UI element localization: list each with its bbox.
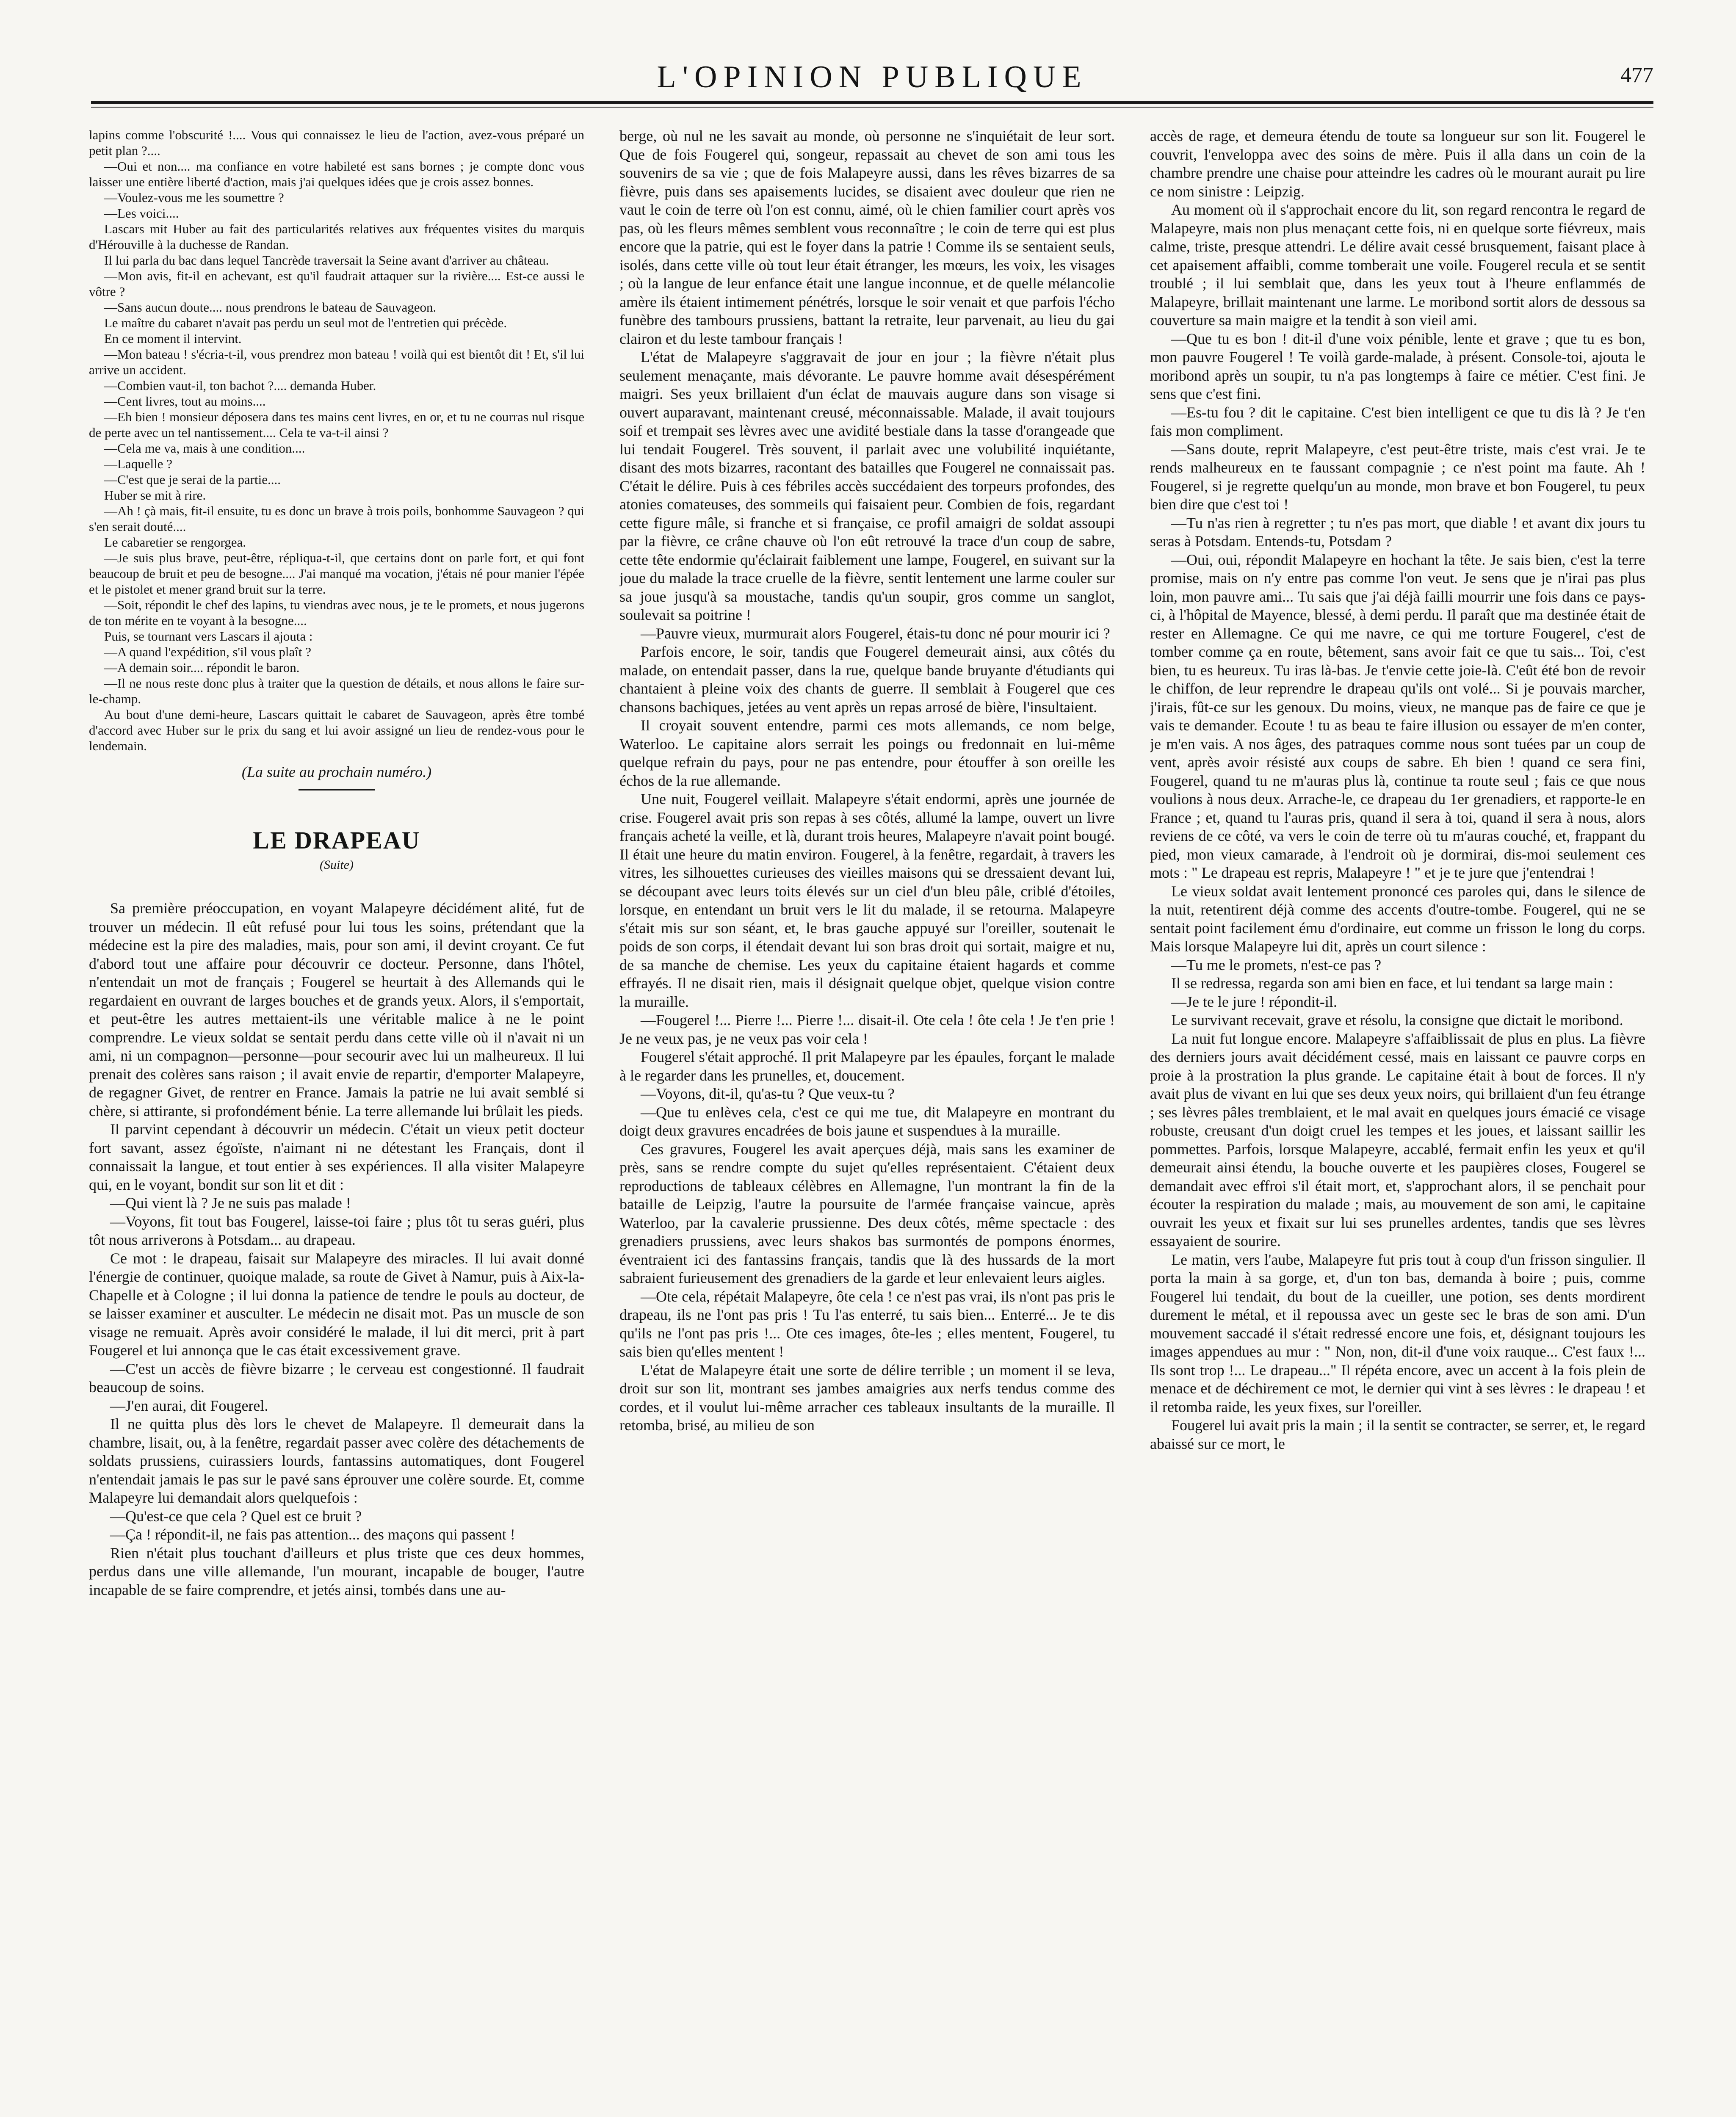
column-3 xyxy=(1150,127,1645,2117)
paragraph: —Qui vient là ? Je ne suis pas malade ! xyxy=(110,1194,351,1211)
serial-continuation xyxy=(89,127,584,754)
paragraph: —A quand l'expédition, s'il vous plaît ? xyxy=(104,644,312,659)
paragraph: —Mon bateau ! s'écria-t-il, vous prendrez mon bateau ! voilà qui est bientôt dit ! Et, s'il lui arrive un accident. xyxy=(89,347,584,377)
paragraph: L'état de Malapeyre s'aggravait de jour en jour ; la fièvre n'était plus seulement menaçante, mais dévorante. Le pauvre homme avait désespérément maigri. Ses yeux brillaient d'un éclat de mauvais augure dans son visage si ouvert auparavant, maintenant creusé, méconnaissable. Malade, il avait toujours soif et trempait ses lèvres avec une avidité bestiale dans la tasse d'orangeade que lui tendait Fougerel. Très souvent, il parlait avec une volubilité inquiétante, disant des mots bizarres, racontant des batailles que Fougerel ne connaissait pas. C'était le délire. Puis à ces fébriles accès succédaient des torpeurs profondes, des atonies comateuses, des sommeils qui faisaient peur. Combien de fois, regardant cette figure mâle, si franche et si française, ce profil amaigri de soldat assoupi par la fièvre, ce crâne chauve où l'on eût retrouvé la trace d'un coup de sabre, cette tête endormie qu'éclairait faiblement une lampe, Fougerel, en suivant sur la joue du malade la trace cruelle de la fièvre, sentit lentement une larme couler sur sa joue jusqu'à sa moustache, tandis qu'un soupir, gros comme un sanglot, soulevait sa poitrine ! xyxy=(619,348,1115,623)
paragraph: Le survivant recevait, grave et résolu, la consigne que dictait le moribond. xyxy=(1171,1012,1623,1028)
paragraph: —J'en aurai, dit Fougerel. xyxy=(110,1397,268,1414)
column-1 xyxy=(89,127,584,2117)
newspaper-title: L'OPINION PUBLIQUE xyxy=(657,60,1088,94)
column-2 xyxy=(619,127,1115,2117)
paragraph: En ce moment il intervint. xyxy=(104,331,242,346)
paragraph: —Cela me va, mais à une condition.... xyxy=(104,441,305,456)
paragraph: Au bout d'une demi-heure, Lascars quittait le cabaret de Sauvageon, après être tombé d'accord avec Huber sur le prix du sang et lui avoir assigné un lieu de rendez-vous pour le lendemain. xyxy=(89,707,584,753)
paragraph: Le matin, vers l'aube, Malapeyre fut pris tout à coup d'un frisson singulier. Il porta la main à sa gorge, et, d'un ton bas, demanda à boire ; puis, comme Fougerel lui tendait, du bout de la cueiller, une potion, ses dents mordirent durement le métal, et il repoussa avec un geste sec le bras de son ami. D'un mouvement saccadé il s'était redressé encore une fois, et, désignant toujours les images appendues au mur : " Non, non, dit-il d'une voix rauque... C'est faux !... Ils sont trop !... Le drapeau..." Il répéta encore, avec un accent à la fois plein de menace et de déchirement ce mot, le dernier qui vint à ses lèvres : le drapeau ! et il retomba raide, les yeux fixes, sur l'oreiller. xyxy=(1150,1251,1645,1415)
paragraph: —Combien vaut-il, ton bachot ?.... demanda Huber. xyxy=(104,378,376,393)
paragraph: —Mon avis, fit-il en achevant, est qu'il faudrait attaquer sur la rivière.... Est-ce aussi le vôtre ? xyxy=(89,268,584,299)
paragraph: —Oui et non.... ma confiance en votre habileté est sans bornes ; je compte donc vous laisser une entière liberté d'action, mais j'ai quelques idées que je crois assez bonnes. xyxy=(89,159,584,189)
paragraph: —Voulez-vous me les soumettre ? xyxy=(104,190,284,205)
paragraph: —Fougerel !... Pierre !... Pierre !... disait-il. Ote cela ! ôte cela ! Je t'en prie ! Je ne veux pas, je ne veux pas voir cela ! xyxy=(619,1012,1115,1047)
paragraph: Il ne quitta plus dès lors le chevet de Malapeyre. Il demeurait dans la chambre, lisait, ou, à la fenêtre, regardait passer avec colère des détachements de soldats prussiens, cuirassiers lourds, fantassins automatiques, dont Fougerel n'entendait jamais le pas sur le pavé sans éprouver une colère sourde. Et, comme Malapeyre lui demandait alors quelquefois : xyxy=(89,1415,584,1506)
page-number: 477 xyxy=(1620,63,1653,87)
paragraph: —Soit, répondit le chef des lapins, tu viendras avec nous, je te le promets, et nous jugerons de ton mérite en te voyant à la besogne.... xyxy=(89,597,584,628)
paragraph: —Tu n'as rien à regretter ; tu n'es pas mort, que diable ! et avant dix jours tu seras à Potsdam. Entends-tu, Potsdam ? xyxy=(1150,514,1645,550)
paragraph: —Que tu es bon ! dit-il d'une voix pénible, lente et grave ; que tu es bon, mon pauvre Fougerel ! Te voilà garde-malade, à présent. Console-toi, ajouta le moribond après un soupir, tu n'a pas longtemps à faire ce métier. C'est fini. Je sens que c'est fini. xyxy=(1150,330,1645,402)
article-title: LE DRAPEAU xyxy=(253,826,420,854)
paragraph: Il se redressa, regarda son ami bien en face, et lui tendant sa large main : xyxy=(1171,975,1613,992)
paragraph: Il lui parla du bac dans lequel Tancrède traversait la Seine avant d'arriver au château. xyxy=(104,253,549,268)
paragraph: —Les voici.... xyxy=(104,206,179,221)
paragraph: Une nuit, Fougerel veillait. Malapeyre s'était endormi, après une journée de crise. Fougerel avait pris son repas à ses côtés, allumé la lampe, ouvert un livre français acheté la veille, et là, durant trois heures, Malapeyre n'avait point bougé. Il était une heure du matin environ. Fougerel, à la fenêtre, regardait, à travers les vitres, les silhouettes curieuses des vieilles maisons qui se dressaient devant lui, se découpant avec leurs toits élevés sur un ciel d'un bleu pâle, criblé d'étoiles, lorsque, en entendant un bruit vers le lit du malade, il se retourna. Malapeyre s'était mis sur son séant, et, le bras gauche appuyé sur l'oreiller, soutenait le poids de son corps, il étendait devant lui son bras droit qui sortait, maigre et nu, de sa manche de chemise. Les yeux du capitaine étaient hagards et comme effrayés. Il ne disait rien, mais il désignait quelque objet, quelque vision contre la muraille. xyxy=(619,790,1115,1010)
paragraph: Le cabaretier se rengorgea. xyxy=(104,535,246,550)
paragraph: —Oui, oui, répondit Malapeyre en hochant la tête. Je sais bien, c'est la terre promise, mais on n'y entre pas comme l'on veut. Je sens que je n'irai pas plus loin, mon pauvre ami... Tu sais que j'ai déjà failli mourrir une fois dans ce pays-ci, à l'hôpital de Mayence, blessé, à demi perdu. Il paraît que ma destinée était de rester en Allemagne. Ce qui me navre, ce qui me torture Fougerel, c'est de tomber comme ça en route, bêtement, sans avoir fait ce que tu sais... Toi, c'est bien, tu es heureux. Tu iras là-bas. Je t'envie cette joie-là. C'eût été bon de revoir le chiffon, de leur reprendre le drapeau qu'ils ont volé... Si je pouvais marcher, j'irais, fût-ce sur les genoux. Du moins, vieux, ne manque pas de faire ce que je vais te demander. Ecoute ! tu as beau te faire illusion ou essayer de m'en conter, je m'en vais. A nos âges, des patraques comme nous sont tuées par un coup de vent, après avoir résisté aux coups de sabre. Eh bien ! quand ce sera fini, Fougerel, quand tu ne m'auras plus là, continue ta route seul ; fais ce que nous voulions à nous deux. Arrache-le, ce drapeau du 1er grenadiers, et rapporte-le en France ; et, quand tu l'auras pris, quand il sera à toi, quand il sera à nous, alors reviens de ce côté, va vers le coin de terre où tu m'auras couché, et, frappant du pied, mon vieux camarade, à l'endroit où je dormirai, dis-moi seulement ces mots : " Le drapeau est repris, Malapeyre ! " et je te jure que j'entendrai ! xyxy=(1150,551,1645,881)
paragraph: —Sans aucun doute.... nous prendrons le bateau de Sauvageon. xyxy=(104,300,437,315)
paragraph: —A demain soir.... répondit le baron. xyxy=(104,660,300,675)
article-subtitle: (Suite) xyxy=(320,857,354,872)
paragraph: —Voyons, fit tout bas Fougerel, laisse-toi faire ; plus tôt tu seras guéri, plus tôt nous arriverons à Potsdam... au drapeau. xyxy=(89,1213,584,1248)
section-divider xyxy=(299,789,375,790)
header-rule-thin xyxy=(91,107,1653,108)
paragraph: Ce mot : le drapeau, faisait sur Malapeyre des miracles. Il lui avait donné l'énergie de continuer, quoique malade, sa route de Givet à Namur, puis à Aix-la-Chapelle et à Cologne ; il lui donna la patience de tendre le pouls au docteur, de se laisser examiner et ausculter. Le médecin ne disait mot. Pas un muscle de son visage ne remuait. Après avoir considéré le malade, il lui dit merci, prit à part Fougerel et lui annonça que le cas était excessivement grave. xyxy=(89,1249,584,1359)
article-body-col1 xyxy=(89,899,584,1599)
paragraph: —Je suis plus brave, peut-être, répliqua-t-il, que certains dont on parle fort, et qui font beaucoup de bruit et peu de besogne.... J'ai manqué ma vocation, j'étais né pour manier l'épée et le pistolet et mener grand bruit sur la terre. xyxy=(89,550,584,597)
paragraph: —C'est un accès de fièvre bizarre ; le cerveau est congestionné. Il faudrait beaucoup de soins. xyxy=(89,1360,584,1396)
continued-note: (La suite au prochain numéro.) xyxy=(241,763,432,780)
paragraph: —Tu me le promets, n'est-ce pas ? xyxy=(1171,956,1382,973)
paragraph: —Ote cela, répétait Malapeyre, ôte cela ! ce n'est pas vrai, ils n'ont pas pris le drapeau, ils ne l'ont pas pris ! Tu l'as enterré, tu sais bien... Enterré... Je te dis qu'ils ne l'ont pas pris !... Ote ces images, ôte-les ; elles mentent, Fougerel, tu sais bien qu'elles mentent ! xyxy=(619,1288,1115,1360)
paragraph: L'état de Malapeyre était une sorte de délire terrible ; un moment il se leva, droit sur son lit, montrant ses jambes amaigries aux nerfs tendus comme des cordes, et il voulut lui-même arracher ces tableaux insultants de la muraille. Il retomba, brisé, au milieu de son xyxy=(619,1361,1115,1434)
header-rule-thick xyxy=(91,101,1653,104)
article-body-col2 xyxy=(619,127,1115,1435)
paragraph: —Ah ! çà mais, fit-il ensuite, tu es donc un brave à trois poils, bonhomme Sauvageon ? qui s'en serait douté.... xyxy=(89,503,584,534)
paragraph: Au moment où il s'approchait encore du lit, son regard rencontra le regard de Malapeyre, mais non plus menaçant cette fois, ni en quelque sorte fiévreux, mais calme, triste, presque attendri. Le délire avait cessé brusquement, faisant place à cet apaisement affaibli, comme tomberait une voile. Fougerel recula et se sentit troublé ; il lui semblait que, dans les yeux tout à l'heure enflammés de Malapeyre, brillait maintenant une larme. Le moribond sortit alors de dessous sa couverture sa main maigre et la tendit à son vieil ami. xyxy=(1150,201,1645,329)
paragraph: —Il ne nous reste donc plus à traiter que la question de détails, et nous allons le faire sur-le-champ. xyxy=(89,676,584,706)
paragraph: —Pauvre vieux, murmurait alors Fougerel, étais-tu donc né pour mourir ici ? xyxy=(641,625,1110,642)
paragraph: accès de rage, et demeura étendu de toute sa longueur sur son lit. Fougerel le couvrit, l'enveloppa avec des soins de mère. Puis il alla dans un coin de la chambre prendre une chaise pour atteindre les cadres où le mourant aurait pu lire ce nom sinistre : Leipzig. xyxy=(1150,127,1645,200)
paragraph: —Cent livres, tout au moins.... xyxy=(104,394,266,409)
paragraph: Le maître du cabaret n'avait pas perdu un seul mot de l'entretien qui précède. xyxy=(104,315,507,330)
paragraph: Il parvint cependant à découvrir un médecin. C'était un vieux petit docteur fort savant, assez égoïste, n'aimant ni ne détestant les Français, dont il connaissait la langue, et tout entier à ses expériences. Il alla visiter Malapeyre qui, en le voyant, bondit sur son lit et dit : xyxy=(89,1121,584,1193)
paragraph: —Que tu enlèves cela, c'est ce qui me tue, dit Malapeyre en montrant du doigt deux gravures encadrées de bois jaune et suspendues à la muraille. xyxy=(619,1103,1115,1139)
paragraph: berge, où nul ne les savait au monde, où personne ne s'inquiétait de leur sort. Que de fois Fougerel qui, songeur, repassait au chevet de son ami tous les souvenirs de sa vie ; que de fois Malapeyre aussi, dans les rêves bizarres de sa fièvre, puis dans ses apaisements lucides, se disaient avec douleur que rien ne vaut le coin de terre où l'on est connu, aimé, où le chien familier court après vos pas, où les fleurs mêmes semblent vous reconnaître ; le coin de terre qui est plus encore que la patrie, qui est le foyer dans la patrie ! Comme ils se sentaient seuls, isolés, dans cette ville où tout leur était étranger, les mœurs, les voix, les visages ; où la langue de leur enfance était une langue inconnue, et de quelle mélancolie amère ils étaient intimement pénétrés, lorsque le soir venait et que parfois l'écho funèbre des tambours prussiens, battant la retraite, leur parvenait, au lieu du gai clairon et du leste tambour français ! xyxy=(619,127,1115,347)
paragraph: —C'est que je serai de la partie.... xyxy=(104,472,281,487)
paragraph: Ces gravures, Fougerel les avait aperçues déjà, mais sans les examiner de près, sans se rendre compte du sujet qu'elles représentaient. C'étaient deux reproductions de tableaux célèbres en Allemagne, l'un montrant la fin de la bataille de Leipzig, l'autre la poursuite de l'armée française vaincue, après Waterloo, par la cavalerie prussienne. Des deux côtés, même spectacle : des grenadiers prussiens, avec leurs shakos bas surmontés de pompons énormes, éventraient ici des fantassins français, tandis que là des hussards de la mort sabraient furieusement des grenadiers de la garde et leur enlevaient leurs aigles. xyxy=(619,1140,1115,1286)
paragraph: Le vieux soldat avait lentement prononcé ces paroles qui, dans le silence de la nuit, retentirent déjà comme des accents d'outre-tombe. Fougerel, qui ne se sentait point facilement ému d'ordinaire, eut comme un frisson le long du corps. Mais lorsque Malapeyre lui dit, après un court silence : xyxy=(1150,882,1645,955)
paragraph: Lascars mit Huber au fait des particularités relatives aux fréquentes visites du marquis d'Hérouville à la duchesse de Randan. xyxy=(89,221,584,252)
paragraph: —Sans doute, reprit Malapeyre, c'est peut-être triste, mais c'est vrai. Je te rends malheureux en te faussant compagnie ; ce n'est point ma faute. Ah ! Fougerel, si je regrette quelqu'un au monde, mon brave et bon Fougerel, tu peux bien dire que c'est toi ! xyxy=(1150,440,1645,513)
paragraph: —Qu'est-ce que cela ? Quel est ce bruit ? xyxy=(110,1507,362,1525)
paragraph: —Laquelle ? xyxy=(104,456,172,471)
paragraph: Rien n'était plus touchant d'ailleurs et plus triste que ces deux hommes, perdus dans une ville allemande, l'un mourant, incapable de bouger, l'autre incapable de se faire comprendre, et jetés ainsi, tombés dans une au- xyxy=(89,1544,584,1598)
paragraph: —Es-tu fou ? dit le capitaine. C'est bien intelligent ce que tu dis là ? Je t'en fais mon compliment. xyxy=(1150,404,1645,439)
paragraph: Fougerel s'était approché. Il prit Malapeyre par les épaules, forçant le malade à le regarder dans les prunelles, et, doucement. xyxy=(619,1048,1115,1084)
paragraph: Il croyait souvent entendre, parmi ces mots allemands, ce nom belge, Waterloo. Le capitaine alors serrait les poings ou fredonnait en lui-même quelque refrain du pays, pour ne pas entendre, pour étouffer à son oreille les échos de la rue allemande. xyxy=(619,717,1115,789)
masthead xyxy=(91,59,1653,97)
article-body-col3 xyxy=(1150,127,1645,1453)
paragraph: Parfois encore, le soir, tandis que Fougerel demeurait ainsi, aux côtés du malade, on entendait passer, dans la rue, quelque bande bruyante d'étudiants qui chantaient à pleine voix des chants de guerre. Il semblait à Fougerel que ces chansons bachiques, jetées au vent après un repas arrosé de bière, l'insultaient. xyxy=(619,643,1115,716)
paragraph: Fougerel lui avait pris la main ; il la sentit se contracter, se serrer, et, le regard abaissé sur ce mort, le xyxy=(1150,1417,1645,1452)
paragraph: —Eh bien ! monsieur déposera dans tes mains cent livres, en or, et tu ne courras nul risque de perte avec un tel nantissement.... Cela te va-t-il ainsi ? xyxy=(89,409,584,440)
paragraph: —Voyons, dit-il, qu'as-tu ? Que veux-tu ? xyxy=(641,1085,895,1102)
paragraph: La nuit fut longue encore. Malapeyre s'affaiblissait de plus en plus. La fièvre des derniers jours avait décidément cessé, mais en laissant ce pauvre corps en proie à la prostration la plus grande. Le capitaine était à bout de forces. Il n'y avait plus de vivant en lui que ses deux yeux noirs, qui brillaient d'un feu étrange ; ses lèvres pâles tremblaient, et le mal avait en quelques jours émacié ce visage robuste, creusant d'un doigt cruel les tempes et les joues, et laissant saillir les pommettes. Parfois, lorsque Malapeyre, accablé, fermait enfin les yeux et qu'il demeurait ainsi étendu, la bouche ouverte et les paupières closes, Fougerel se demandait avec effroi s'il était mort, et, s'approchant alors, il se penchait pour écouter la respiration du malade ; mais, au mouvement de son ami, le capitaine ouvrait les yeux et fixait sur lui ses prunelles ardentes, tandis que ses lèvres essayaient de sourire. xyxy=(1150,1030,1645,1249)
paragraph: Sa première préoccupation, en voyant Malapeyre décidément alité, fut de trouver un médecin. Il eût refusé pour lui tous les soins, prétendant que la médecine est la pire des maladies, mais, pour son ami, il devint croyant. Ce fut d'abord tout une affaire pour découvrir ce docteur. Personne, dans l'hôtel, n'entendait un mot de français ; Fougerel se heurtait à des Allemands qui le regardaient en ouvrant de larges bouches et de grands yeux. Alors, il s'emportait, et peut-être les autres mettaient-ils une véritable malice à ne le point comprendre. Le vieux soldat se sentait perdu dans cette ville où il n'avait ni un ami, ni un compagnon—personne—pour secourir avec lui un malheureux. Il lui prenait des colères sans raison ; il avait envie de repartir, d'emporter Malapeyre, de regagner Givet, de rentrer en France. Jamais la patrie ne lui avait semblé si chère, si attirante, si profondément bénie. La terre allemande lui brûlait les pieds. xyxy=(89,900,584,1119)
paragraph: lapins comme l'obscurité !.... Vous qui connaissez le lieu de l'action, avez-vous préparé un petit plan ?.... xyxy=(89,127,584,158)
paragraph: —Ça ! répondit-il, ne fais pas attention... des maçons qui passent ! xyxy=(110,1526,515,1543)
paragraph: —Je te le jure ! répondit-il. xyxy=(1171,993,1337,1010)
paragraph: Puis, se tournant vers Lascars il ajouta : xyxy=(104,629,313,644)
paragraph: Huber se mit à rire. xyxy=(104,488,206,503)
